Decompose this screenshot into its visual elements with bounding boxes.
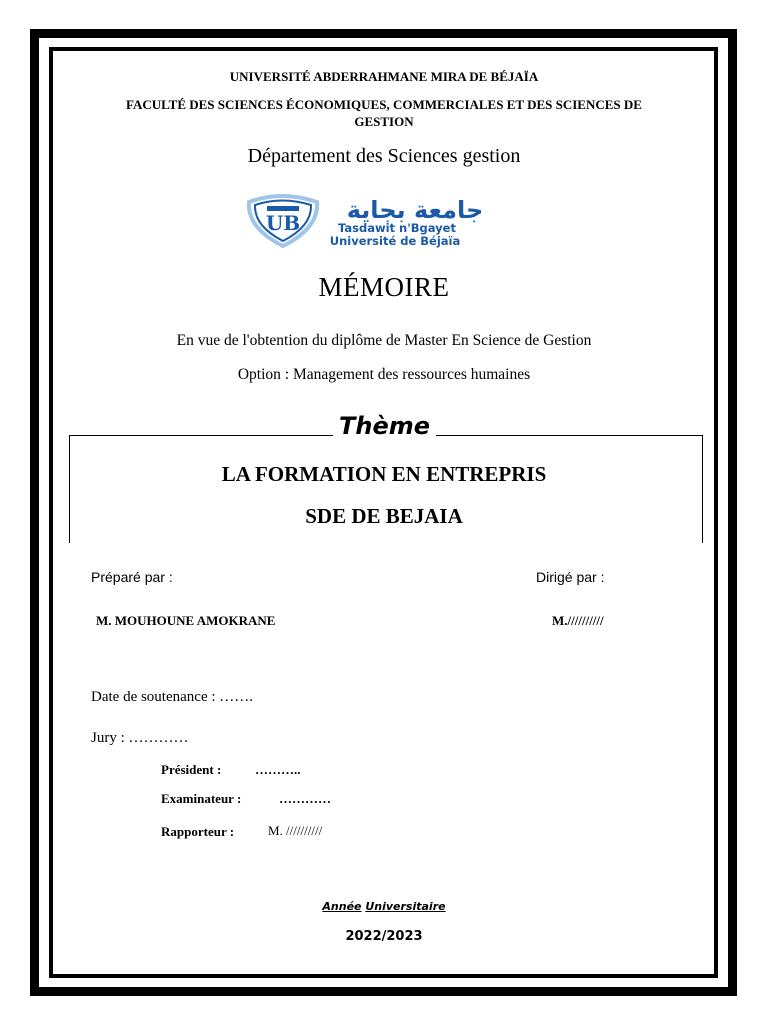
directed-by-label: Dirigé par : <box>536 569 605 585</box>
academic-year-label <box>0 900 768 913</box>
logo-line2: Université de Béjaïa <box>329 234 461 248</box>
theme-title-line2: SDE DE BEJAIA <box>305 504 463 528</box>
degree-purpose: En vue de l'obtention du diplôme de Master En Science de Gestion <box>176 332 592 349</box>
rapporteur-label: Rapporteur : <box>161 824 235 839</box>
director-name: M.////////// <box>552 613 604 628</box>
prepared-by-label: Préparé par : <box>91 569 173 585</box>
university-logo <box>245 192 511 248</box>
academic-years: 2022/2023 <box>345 929 423 944</box>
theme-label: Thème <box>333 412 436 440</box>
document-type: MÉMOIRE <box>318 272 450 302</box>
logo-arabic-text: جامعة بجاية <box>346 196 484 224</box>
degree-option: Option : Management des ressources humaines <box>237 366 531 383</box>
author-name: M. MOUHOUNE AMOKRANE <box>96 613 276 628</box>
academic-year-word1: Année <box>322 900 362 913</box>
university-name: UNIVERSITÉ ABDERRAHMANE MIRA DE BÉJAÏA <box>229 69 539 84</box>
logo-line1: Tasdawit n'Bgayet <box>338 221 456 235</box>
examiner-label: Examinateur : <box>161 791 242 806</box>
rapporteur-value: M. ////////// <box>268 823 323 838</box>
svg-text:UB: UB <box>265 211 301 235</box>
defense-date: Date de soutenance : ……. <box>91 689 254 705</box>
president-label: Président : <box>161 762 222 777</box>
department-name: Département des Sciences gestion <box>247 145 521 167</box>
examiner-value: ………… <box>279 791 331 806</box>
academic-year-word2: Universitaire <box>365 900 446 913</box>
theme-title-line1: LA FORMATION EN ENTREPRIS <box>221 462 547 486</box>
jury-label: Jury : ………… <box>91 730 189 746</box>
faculty-name: FACULTÉ DES SCIENCES ÉCONOMIQUES, COMMERCIALES ET DES SCIENCES DE GESTION <box>126 97 642 129</box>
president-value: ……….. <box>255 762 301 777</box>
